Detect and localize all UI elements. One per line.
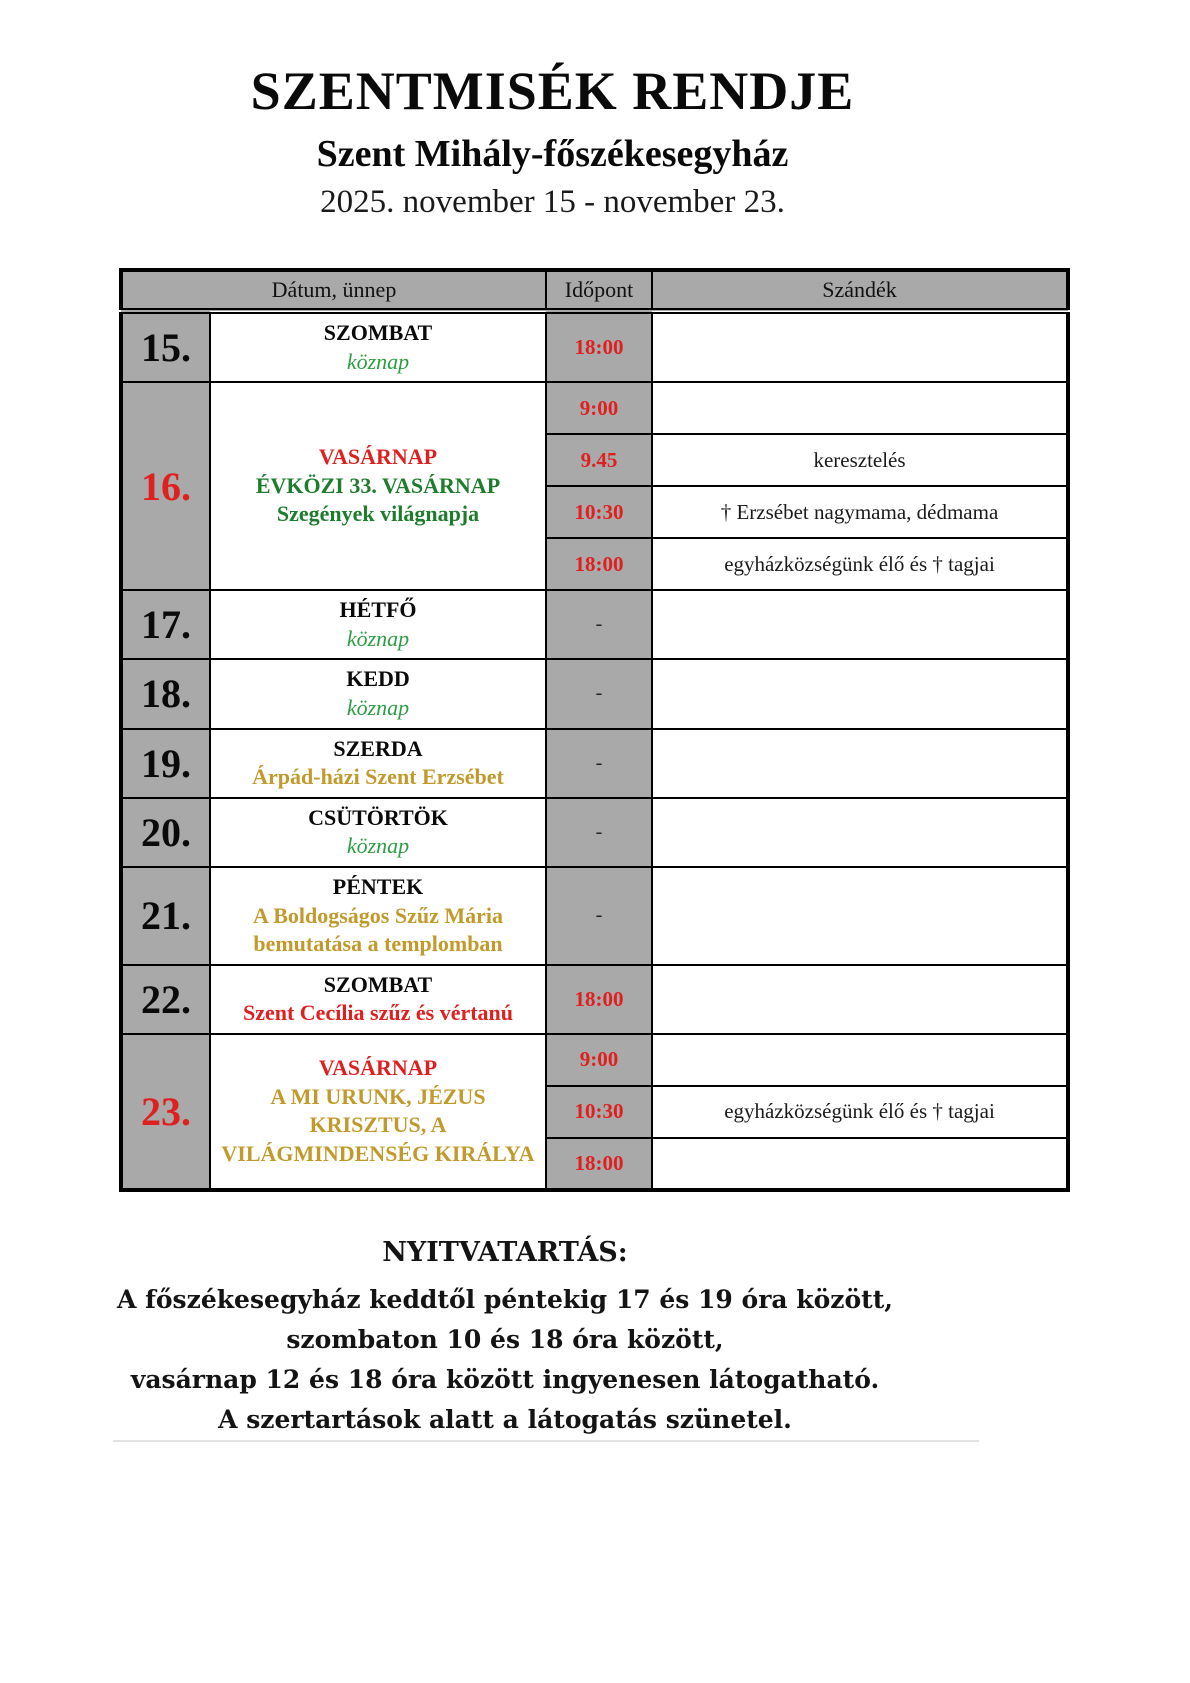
day-number: 23. [121, 1034, 210, 1190]
feast-cell [210, 311, 546, 382]
feast-cell [210, 798, 546, 867]
opening-hours-line: A főszékesegyház keddtől péntekig 17 és 19 óra között, [117, 1285, 893, 1314]
mass-time: 9:00 [546, 382, 652, 434]
feast-line: SZOMBAT [323, 320, 433, 345]
feast-cell [210, 382, 546, 590]
day-number: 16. [121, 382, 210, 590]
header-row [121, 270, 1068, 311]
day-number: 15. [121, 311, 210, 382]
mass-time: 9.45 [546, 434, 652, 486]
day-number: 22. [121, 965, 210, 1034]
feast-line: A MI URUNK, JÉZUS KRISZTUS, A VILÁGMINDENSÉG KIRÁLYA [221, 1083, 535, 1166]
feast-cell [210, 729, 546, 798]
feast-line: Árpád-házi Szent Erzsébet [252, 764, 504, 790]
feast-line: VASÁRNAP [318, 444, 438, 470]
day-number: 19. [121, 729, 210, 798]
mass-time: - [546, 659, 652, 728]
church-name: Szent Mihály-főszékesegyház [316, 133, 789, 175]
header-time: Időpont [546, 270, 652, 311]
feast-line: HÉTFŐ [339, 597, 417, 623]
schedule-row [121, 1034, 1068, 1086]
mass-intention: † Erzsébet nagymama, dédmama [652, 486, 1068, 538]
date-range: 2025. november 15 - november 23. [320, 184, 785, 220]
mass-intention [652, 1138, 1068, 1190]
feast-cell [210, 1034, 546, 1190]
feast-line: köznap [346, 625, 410, 651]
mass-intention [652, 798, 1068, 867]
opening-hours [0, 1237, 1010, 1440]
schedule-row [121, 311, 1068, 382]
mass-time: - [546, 867, 652, 965]
mass-intention: egyházközségünk élő és † tagjai [652, 538, 1068, 590]
mass-time: - [546, 729, 652, 798]
header-intention: Szándék [652, 270, 1068, 311]
mass-intention: egyházközségünk élő és † tagjai [652, 1086, 1068, 1138]
mass-intention [652, 965, 1068, 1034]
schedule-row [121, 729, 1068, 798]
mass-time: 18:00 [546, 965, 652, 1034]
feast-line: CSÜTÖRTÖK [308, 804, 448, 830]
day-number: 20. [121, 798, 210, 867]
feast-line: A Boldogságos Szűz Mária bemutatása a templomban [253, 902, 503, 957]
feast-line: PÉNTEK [332, 873, 424, 899]
schedule-body [121, 311, 1068, 1190]
opening-hours-line: A szertartások alatt a látogatás szünetel. [218, 1405, 792, 1434]
feast-line: SZERDA [333, 735, 423, 761]
mass-time: - [546, 590, 652, 659]
mass-time: 10:30 [546, 1086, 652, 1138]
title-block [0, 60, 1105, 221]
mass-intention [652, 729, 1068, 798]
feast-line: ÉVKÖZI 33. VASÁRNAP [255, 472, 501, 498]
mass-schedule-table [119, 268, 1070, 1192]
opening-hours-heading: NYITVATARTÁS: [382, 1237, 628, 1268]
day-number: 17. [121, 590, 210, 659]
schedule-row [121, 867, 1068, 965]
feast-line: köznap [346, 833, 410, 859]
mass-intention [652, 590, 1068, 659]
table-header [121, 270, 1068, 311]
mass-time: 18:00 [546, 538, 652, 590]
schedule-row [121, 965, 1068, 1034]
page-title: SZENTMISÉK RENDJE [250, 61, 855, 121]
schedule-row [121, 590, 1068, 659]
day-number: 18. [121, 659, 210, 728]
mass-intention [652, 311, 1068, 382]
feast-line: Szent Cecília szűz és vértanú [242, 1000, 514, 1026]
feast-line: Szegények világnapja [276, 501, 480, 527]
feast-line: SZOMBAT [323, 971, 433, 997]
schedule-row [121, 659, 1068, 728]
mass-time: - [546, 798, 652, 867]
day-number: 21. [121, 867, 210, 965]
mass-time: 9:00 [546, 1034, 652, 1086]
mass-time: 10:30 [546, 486, 652, 538]
feast-cell [210, 965, 546, 1034]
mass-time: 18:00 [546, 1138, 652, 1190]
mass-intention [652, 382, 1068, 434]
feast-line: köznap [346, 694, 410, 720]
divider-rule [113, 1440, 979, 1442]
opening-hours-line: szombaton 10 és 18 óra között, [286, 1325, 724, 1354]
mass-intention [652, 867, 1068, 965]
mass-intention [652, 659, 1068, 728]
opening-hours-line: vasárnap 12 és 18 óra között ingyenesen látogatható. [130, 1365, 880, 1394]
mass-intention: keresztelés [652, 434, 1068, 486]
feast-line: VASÁRNAP [318, 1055, 438, 1081]
schedule-row [121, 382, 1068, 434]
feast-cell [210, 867, 546, 965]
feast-cell [210, 659, 546, 728]
feast-cell [210, 590, 546, 659]
feast-line: KEDD [346, 666, 410, 692]
mass-intention [652, 1034, 1068, 1086]
feast-line: köznap [346, 348, 410, 374]
header-date-feast: Dátum, ünnep [121, 270, 546, 311]
mass-time: 18:00 [546, 311, 652, 382]
schedule-row [121, 798, 1068, 867]
